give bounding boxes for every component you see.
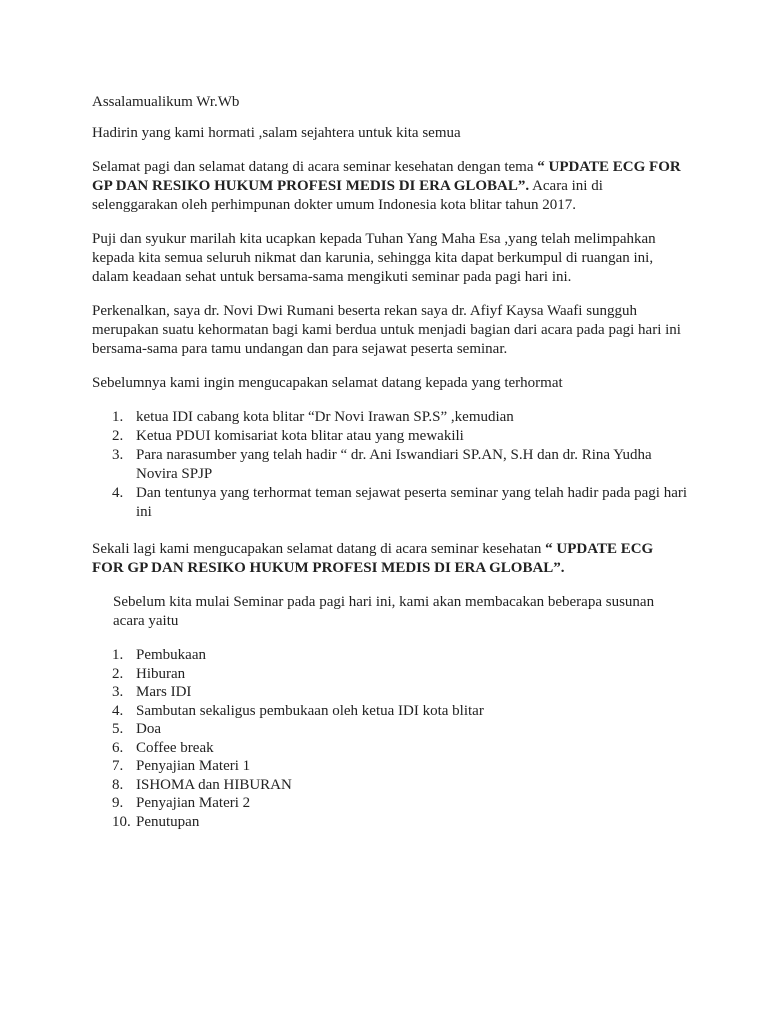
list-number: 5. xyxy=(112,721,124,737)
list-text: Ketua PDUI komisariat kota blitar atau yang mewakili xyxy=(136,428,464,444)
seminar-theme: “ UPDATE ECG FOR GP DAN RESIKO HUKUM PROFESI MEDIS DI ERA GLOBAL”. xyxy=(92,159,681,194)
list-text: Mars IDI xyxy=(136,684,192,700)
list-item xyxy=(92,739,688,758)
list-text: Doa xyxy=(136,721,161,737)
greeting: Assalamualikum Wr.Wb xyxy=(92,94,240,110)
list-number: 9. xyxy=(112,795,124,811)
list-text: ISHOMA dan HIBURAN xyxy=(136,776,292,793)
list-number: 10. xyxy=(112,813,131,830)
paragraph-welcome-again xyxy=(92,540,688,578)
list-number: 8. xyxy=(112,776,124,793)
list-text: Para narasumber yang telah hadir “ dr. Ani Iswandiari SP.AN, S.H dan dr. Rina Yudha Novira SPJP xyxy=(136,447,652,482)
paragraph-agenda-intro: Sebelum kita mulai Seminar pada pagi hari ini, kami akan membacakan beberapa susunan acara yaitu xyxy=(113,594,655,629)
list-text: Penutupan xyxy=(136,813,200,830)
list-number: 7. xyxy=(112,758,124,774)
list-item xyxy=(92,776,688,795)
welcome-text-after: Acara ini di selenggarakan oleh perhimpunan dokter umum Indonesia kota blitar tahun 2017. xyxy=(92,178,603,213)
list-text: Dan tentunya yang terhormat teman sejawat peserta seminar yang telah hadir pada pagi hari ini xyxy=(136,485,688,520)
list-item xyxy=(92,408,688,427)
list-text: Penyajian Materi 1 xyxy=(136,758,251,774)
list-item xyxy=(92,813,688,832)
seminar-theme-repeat: “ UPDATE ECG FOR GP DAN RESIKO HUKUM PROFESI MEDIS DI ERA GLOBAL”. xyxy=(92,541,654,576)
paragraph-welcome-guests: Sebelumnya kami ingin mengucapakan selamat datang kepada yang terhormat xyxy=(92,375,563,391)
paragraph-introduction: Perkenalkan, saya dr. Novi Dwi Rumani beserta rekan saya dr. Afiyf Kaysa Waafi sungguh merupakan suatu kehormatan bagi kami berdua untuk menjadi bagian dari acara pada pagi hari ini bersama-sama para tamu undangan dan para sejawat peserta seminar. xyxy=(92,303,681,357)
list-number: 3. xyxy=(112,447,124,463)
list-item xyxy=(92,702,688,721)
welcome-again-text: Sekali lagi kami mengucapakan selamat datang di acara seminar kesehatan xyxy=(92,541,546,557)
list-item xyxy=(92,683,688,702)
list-number: 6. xyxy=(112,739,124,756)
list-number: 1. xyxy=(112,409,124,425)
salutation: Hadirin yang kami hormati ,salam sejahtera untuk kita semua xyxy=(92,125,461,141)
list-text: Pembukaan xyxy=(136,647,206,663)
list-item xyxy=(92,665,688,684)
list-item xyxy=(92,427,688,446)
list-number: 4. xyxy=(112,485,124,501)
list-item xyxy=(92,446,688,484)
paragraph-welcome xyxy=(92,158,688,215)
list-number: 4. xyxy=(112,702,124,719)
list-item xyxy=(92,794,688,813)
welcome-text: Selamat pagi dan selamat datang di acara seminar kesehatan dengan tema xyxy=(92,159,538,175)
paragraph-gratitude: Puji dan syukur marilah kita ucapkan kepada Tuhan Yang Maha Esa ,yang telah melimpahkan kepada kita semua seluruh nikmat dan karunia, sehingga kita dapat berkumpul di ruangan ini, dalam keadaan sehat untuk bersama-sama mengikuti seminar pada pagi hari ini. xyxy=(92,231,656,285)
list-number: 2. xyxy=(112,665,124,682)
agenda-list xyxy=(92,646,688,831)
list-text: Penyajian Materi 2 xyxy=(136,795,251,811)
list-item xyxy=(92,757,688,776)
guest-list xyxy=(92,408,688,522)
list-text: ketua IDI cabang kota blitar “Dr Novi Irawan SP.S” ,kemudian xyxy=(136,409,514,425)
list-text: Sambutan sekaligus pembukaan oleh ketua IDI kota blitar xyxy=(136,702,484,719)
list-number: 1. xyxy=(112,647,124,663)
list-item xyxy=(92,484,688,522)
list-number: 2. xyxy=(112,428,124,444)
list-item xyxy=(92,720,688,739)
list-text: Hiburan xyxy=(136,665,186,682)
list-item xyxy=(92,646,688,665)
list-text: Coffee break xyxy=(136,739,214,756)
list-number: 3. xyxy=(112,684,124,700)
